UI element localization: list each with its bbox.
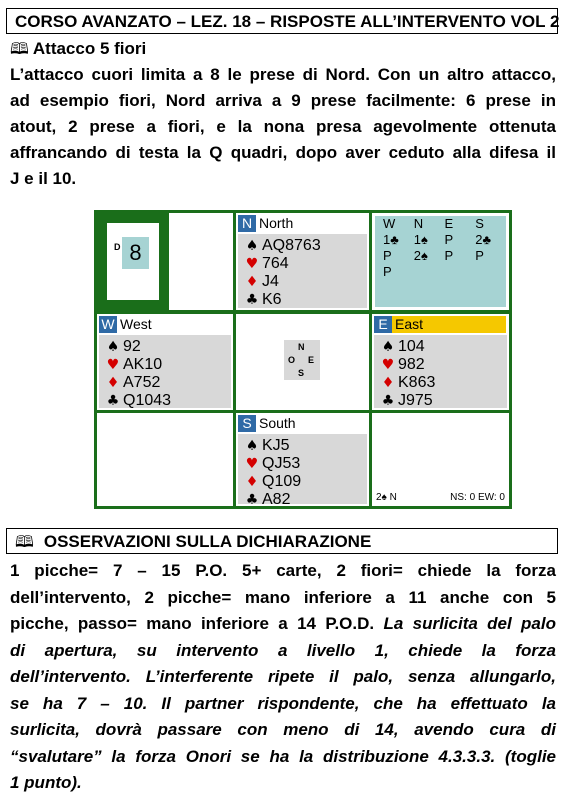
east-diamonds: K863 bbox=[398, 374, 436, 391]
obs-line: picche, passo= mano inferiore a 14 P.O.D. La surlicita del palo bbox=[10, 614, 556, 633]
diamond-icon: ♦ bbox=[245, 274, 259, 290]
bid-cell: 2♣ bbox=[475, 232, 492, 247]
south-hand bbox=[236, 413, 369, 506]
north-spades: AQ8763 bbox=[262, 237, 321, 254]
east-hearts: 982 bbox=[398, 356, 425, 373]
diamond-icon: ♦ bbox=[106, 375, 120, 391]
east-clubs: J975 bbox=[398, 392, 433, 409]
west-hand bbox=[97, 314, 233, 410]
heart-icon: ♥ bbox=[381, 357, 395, 373]
club-icon: ♣ bbox=[245, 492, 259, 508]
north-hearts: 764 bbox=[262, 255, 289, 272]
bid-cell: P bbox=[383, 264, 392, 279]
bid-cell: 2♠ bbox=[413, 248, 428, 263]
bid-cell: P bbox=[383, 248, 392, 263]
south-hearts: QJ53 bbox=[262, 455, 301, 472]
west-hearts: AK10 bbox=[123, 356, 163, 373]
compass-east: E bbox=[308, 355, 315, 365]
book-icon: 🕮 bbox=[15, 532, 34, 551]
contract-footer bbox=[372, 490, 509, 506]
east-name: East bbox=[392, 316, 506, 333]
lead-heading bbox=[10, 38, 146, 60]
south-clubs: A82 bbox=[262, 491, 291, 508]
west-spades: 92 bbox=[123, 338, 141, 355]
compass-north: N bbox=[298, 342, 305, 352]
obs-line: di apertura, su intervento a livello 1, chiede la forza bbox=[10, 640, 556, 660]
obs-line: dell’intervento, 2 picche= mano inferiore a 11 anche con 5 bbox=[10, 587, 556, 607]
compass-west: O bbox=[288, 355, 296, 365]
obs-line: “svalutare” la forza Onori se ha la distribuzione 4.3.3.3. (toglie bbox=[10, 746, 556, 766]
bid-cell: P bbox=[475, 248, 484, 263]
bid-header: S bbox=[475, 216, 484, 231]
heart-icon: ♥ bbox=[245, 256, 259, 272]
west-name: West bbox=[120, 316, 152, 332]
bid-header: W bbox=[383, 216, 396, 231]
heart-icon: ♥ bbox=[106, 357, 120, 373]
board-number: 8 bbox=[122, 237, 149, 269]
lead-line: atout, 2 prese a fiori, e la nona presa agevolmente ottenuta bbox=[10, 117, 556, 136]
observations-heading-text: OSSERVAZIONI SULLA DICHIARAZIONE bbox=[43, 532, 372, 551]
lesson-title: CORSO AVANZATO – LEZ. 18 – RISPOSTE ALL’INTERVENTO VOL 2 bbox=[6, 8, 558, 34]
lead-line: J e il 10. bbox=[10, 169, 77, 188]
south-letter: S bbox=[238, 415, 256, 432]
north-diamonds: J4 bbox=[262, 273, 279, 290]
obs-line: dell’intervento. L’interferente ripete il palo, senza allungarlo, bbox=[10, 667, 556, 686]
compass-cell bbox=[236, 314, 369, 410]
lead-paragraph bbox=[10, 62, 556, 192]
obs-line: 1 picche= 7 – 15 P.O. 5+ carte, 2 fiori= chiede la forza bbox=[10, 561, 556, 580]
west-clubs: Q1043 bbox=[123, 392, 172, 409]
bridge-board bbox=[94, 210, 512, 509]
bidding-row bbox=[375, 264, 506, 280]
club-icon: ♣ bbox=[106, 393, 120, 409]
spade-icon: ♠ bbox=[381, 339, 395, 355]
spade-icon: ♠ bbox=[245, 238, 259, 254]
south-spades: KJ5 bbox=[262, 437, 290, 454]
board-number-cell bbox=[97, 213, 233, 310]
contract: 2♠ N bbox=[376, 492, 397, 503]
bidding-header bbox=[375, 216, 506, 232]
compass bbox=[284, 340, 320, 380]
observations-paragraph bbox=[10, 558, 556, 797]
south-name: South bbox=[259, 415, 296, 431]
observations-heading bbox=[6, 528, 558, 554]
bidding-row bbox=[375, 232, 506, 248]
club-icon: ♣ bbox=[381, 393, 395, 409]
east-spades: 104 bbox=[398, 338, 425, 355]
obs-line: 1 punto). bbox=[10, 773, 82, 792]
bid-header: N bbox=[413, 216, 424, 231]
bid-cell: P bbox=[444, 232, 454, 247]
north-letter: N bbox=[238, 215, 256, 232]
spade-icon: ♠ bbox=[245, 438, 259, 454]
west-letter: W bbox=[99, 316, 117, 333]
bid-cell: P bbox=[444, 248, 454, 263]
lead-line: L’attacco cuori limita a 8 le prese di Nord. Con un altro attacco, bbox=[10, 65, 556, 84]
diamond-icon: ♦ bbox=[381, 375, 395, 391]
west-diamonds: A752 bbox=[123, 374, 161, 391]
contract-cell bbox=[372, 413, 509, 506]
dealer-label: D bbox=[114, 242, 121, 252]
bid-header: E bbox=[444, 216, 454, 231]
bid-cell: 1♣ bbox=[383, 232, 399, 247]
bidding-row bbox=[375, 248, 506, 264]
heart-icon: ♥ bbox=[245, 456, 259, 472]
south-diamonds: Q109 bbox=[262, 473, 302, 490]
obs-line: se ha 7 – 10. Il partner rispondente, che ha effettuato la bbox=[10, 693, 556, 713]
spade-icon: ♠ bbox=[106, 339, 120, 355]
north-name: North bbox=[259, 215, 294, 231]
east-hand bbox=[372, 314, 509, 410]
bidding-box bbox=[372, 213, 509, 310]
lead-line: ad esempio fiori, Nord arriva a 9 prese facilmente: 6 prese in bbox=[10, 91, 556, 110]
north-hand bbox=[236, 213, 369, 310]
book-icon: 🕮 bbox=[10, 39, 29, 58]
east-letter: E bbox=[374, 316, 392, 333]
lead-line: affrancando di testa la Q quadri, dopo aver ceduto alla difesa il bbox=[10, 143, 556, 162]
obs-line: surlicita, dovrà passare con meno di 14, avendo cura di bbox=[10, 720, 556, 739]
bid-cell: 1♠ bbox=[413, 232, 428, 247]
lead-heading-text: Attacco 5 fiori bbox=[32, 39, 147, 58]
club-icon: ♣ bbox=[245, 292, 259, 308]
north-clubs: K6 bbox=[262, 291, 282, 308]
diamond-icon: ♦ bbox=[245, 474, 259, 490]
compass-south: S bbox=[298, 368, 305, 378]
vulnerability: NS: 0 EW: 0 bbox=[450, 492, 505, 503]
empty-cell bbox=[97, 413, 233, 506]
